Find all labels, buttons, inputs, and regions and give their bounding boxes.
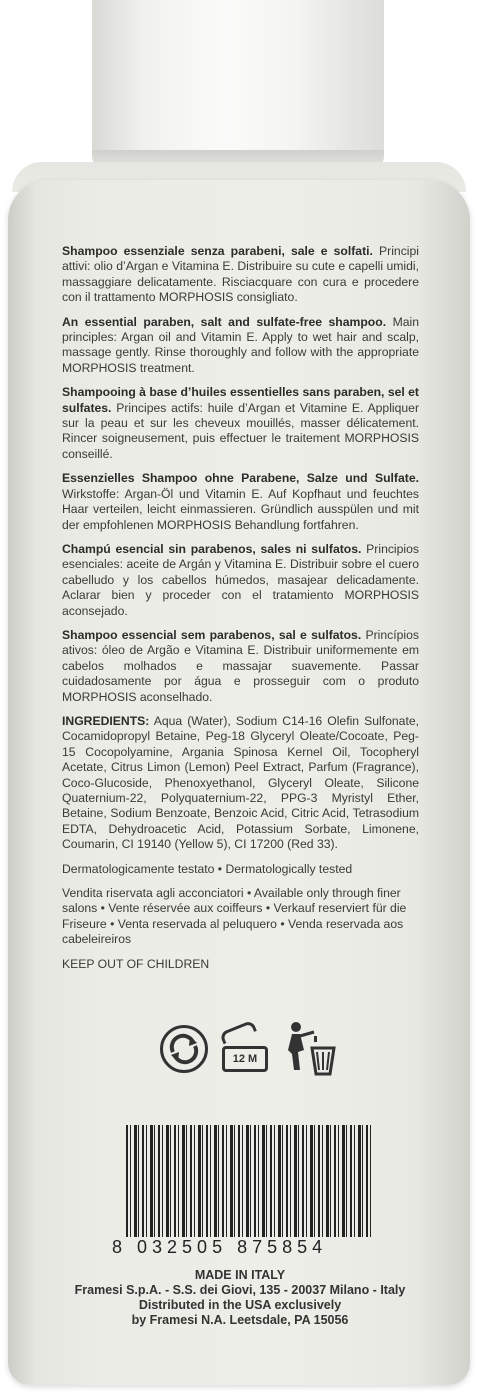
warning-note: KEEP OUT OF CHILDREN [62,956,210,971]
distribution-line: Distributed in the USA exclusively [138,1298,342,1312]
barcode [112,1125,374,1255]
jar-lid-icon [219,1020,257,1045]
paragraph-italian: Shampoo essenziale senza parabeni, sale e solfati. Principi attivi: olio d’Argan e Vitamina E. Distribuire su cute e capelli umidi, massaggiare delicatamente. Risciacquare con cura e procedere con il trattamento MORPHOSIS consigliato. [62,244,419,305]
paragraph-portuguese: Shampoo essencial sem parabenos, sal e sulfatos. Princípios ativos: óleo de Argão e Vitamina E. Distribuir uniformemente em cabelos molhados e massajar suavemente. Passar cuidadosamente por água e prosseguir com o produto MORPHOSIS aconselhado. [62,627,419,704]
pao-icon [218,1020,274,1080]
manufacturer-info [70,1268,410,1328]
paragraph-spanish: Champú esencial sin parabenos, sales ni sulfatos. Principios esenciales: aceite de Argán y Vitamina E. Distribuir sobre el cuero cabelludo y los cabellos húmedos, masajear delicadamente. Aclarar bien y proceder con el tratamiento MORPHOSIS aconsejado. [62,541,420,618]
tidyman-bin-icon [284,1020,340,1080]
paragraph-french: Shampooing à base d’huiles essentielles sans paraben, sel et sulfates. Principes actifs: huile d’Argan et Vitamine E. Appliquer sur la peau et sur les cheveux mouillés, masser délicatement. Rincer soigneusement, puis effectuer le traitement MORPHOSIS conseillé. [62,385,419,461]
bottle-cap [92,0,384,165]
barcode-digits: 8 032505 875854 [112,1237,328,1257]
tested-note: Dermatologicamente testato • Dermatologically tested [62,861,353,876]
symbol-group [160,1020,340,1120]
paragraph-english: An essential paraben, salt and sulfate-free shampoo. Main principles: Argan oil and Vitamin E. Apply to wet hair and scalp, massage gently. Rinse thoroughly and follow with the appropriate MORPHOSIS treatment. [62,314,420,375]
ingredients: INGREDIENTS: Aqua (Water), Sodium C14-16 Olefin Sulfonate, Cocamidopropyl Betaine, Peg-18 Glyceryl Oleate/Cocoate, Peg-15 Cocopolyamine, Argania Spinosa Kernel Oil, Tocopheryl Acetate, Citrus Limon (Lemon) Peel Extract, Parfum (Fragrance), Coco-Glucoside, Phenoxyethanol, Glyceryl Oleate, Silicone Quaternium-22, Polyquaternium-22, PPG-3 Myristyl Ether, Betaine, Sodium Benzoate, Benzoic Acid, Citric Acid, Tetrasodium EDTA, Dehydroacetic Acid, Potassium Sorbate, Limonene, Coumarin, CI 19140 (Yellow 5), CI 17200 (Red 33). [62,713,419,852]
origin-line: MADE IN ITALY [194,1268,286,1282]
recycle-icon [160,1025,208,1073]
address-line: Framesi S.p.A. - S.S. dei Giovi, 135 - 20037 Milano - Italy [74,1283,406,1297]
pao-label: 12 M [222,1046,268,1072]
paragraph-german: Essenzielles Shampoo ohne Parabene, Salze und Sulfate. Wirkstoffe: Argan-Öl und Vitamin E. Auf Kopfhaut und feuchtes Haar verteilen, leicht einmassieren. Gründlich ausspülen und mit der empfohlenen MORPHOSIS Behandlung fortfahren. [62,471,419,532]
barcode-bars [126,1125,374,1237]
product-label [62,244,419,981]
distributor-line: by Framesi N.A. Leetsdale, PA 15056 [131,1313,349,1327]
sale-note: Vendita riservata agli acconciatori • Available only through finer salons • Vente réservée aux coiffeurs • Verkauf reserviert für die Friseure • Venta reservada al peluquero • Venda reservada aos cabeleireiros [62,886,407,947]
